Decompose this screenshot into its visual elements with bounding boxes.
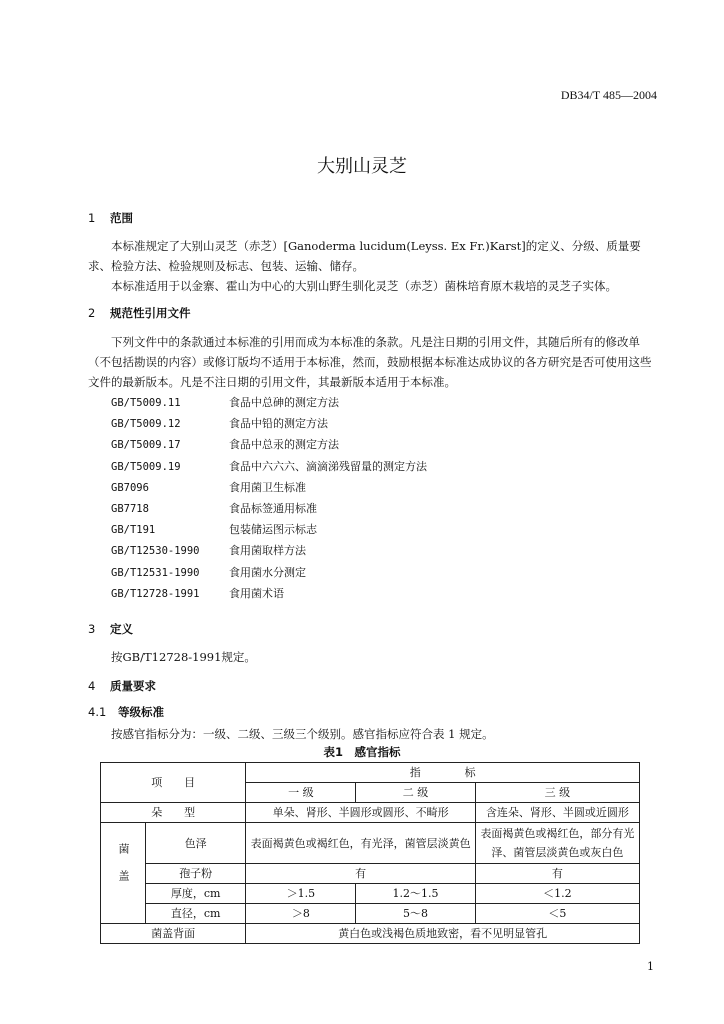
cell-thickness-g2: 1.2～1.5 xyxy=(356,884,476,904)
reference-code: GB/T5009.17 xyxy=(111,439,181,452)
table-row xyxy=(101,763,640,783)
header-grade-2: 二 级 xyxy=(356,783,476,803)
reference-code: GB/T12531-1990 xyxy=(111,566,200,579)
cell-diameter-g2: 5～8 xyxy=(356,904,476,924)
table-row xyxy=(101,924,640,944)
reference-code: GB/T5009.11 xyxy=(111,397,181,409)
cell-color-g3: 表面褐黄色或褐红色，部分有光泽、菌管层淡黄色或灰白色 xyxy=(475,823,639,864)
sensory-index-table xyxy=(100,762,640,944)
cell-shape-g12: 单朵、肾形、半圆形或圆形、不畸形 xyxy=(246,803,475,823)
cell-spore-g3: 有 xyxy=(475,864,639,884)
page-number: 1 xyxy=(647,960,654,973)
section-3-heading xyxy=(88,621,133,637)
header-index: 指 标 xyxy=(246,763,640,783)
cell-diameter-g3: ＜5 xyxy=(475,904,639,924)
table-row xyxy=(101,823,640,864)
reference-item xyxy=(111,478,306,498)
section-title: 质量要求 xyxy=(110,679,156,693)
group-label-cap-text: 菌盖 xyxy=(117,842,130,897)
section-number: 3 xyxy=(88,622,96,636)
cell-diameter-g1: ＞8 xyxy=(246,904,356,924)
table-row xyxy=(101,904,640,924)
reference-name: 食品中总汞的测定方法 xyxy=(229,438,339,452)
section-number: 2 xyxy=(88,306,96,320)
section-title: 规范性引用文件 xyxy=(110,306,191,320)
reference-name: 食品中六六六、滴滴涕残留量的测定方法 xyxy=(229,459,427,473)
reference-item xyxy=(111,435,339,455)
table-row xyxy=(101,803,640,823)
definition-paragraph: 按GB/T12728-1991规定。 xyxy=(111,650,256,664)
reference-name: 食品中铅的测定方法 xyxy=(229,417,328,431)
table-caption: 表1 感官指标 xyxy=(323,745,401,759)
reference-item xyxy=(111,414,328,434)
row-label-cap-back: 菌盖背面 xyxy=(101,924,246,944)
header-item: 项 目 xyxy=(101,763,246,803)
reference-name: 食用菌水分测定 xyxy=(229,565,306,579)
scope-paragraph-2: 本标准适用于以金寨、霍山为中心的大别山野生驯化灵芝（赤芝）菌株培育原木栽培的灵芝子实体。 xyxy=(111,279,617,293)
reference-code: GB/T12530-1990 xyxy=(111,545,200,558)
references-paragraph: 下列文件中的条款通过本标准的引用而成为本标准的条款。凡是注日期的引用文件，其随后所有的修改单（不包括勘误的内容）或修订版均不适用于本标准，然而，鼓励根据本标准达成协议的各方研究是否可使用这些文件的最新版本。凡是不注日期的引用文件，其最新版本适用于本标准。 xyxy=(88,335,652,389)
standard-code: DB34/T 485—2004 xyxy=(560,88,657,102)
document-title: 大别山灵芝 xyxy=(317,156,407,177)
section-4-1-heading xyxy=(88,704,164,720)
cell-cap-back-all: 黄白色或浅褐色质地致密，看不见明显管孔 xyxy=(246,924,640,944)
section-number: 4.1 xyxy=(88,705,107,719)
table-row xyxy=(101,864,640,884)
row-label-shape: 朵 型 xyxy=(101,803,246,823)
reference-code: GB/T191 xyxy=(111,524,156,537)
row-label-diameter: 直径，cm xyxy=(146,904,246,924)
section-4-heading xyxy=(88,678,156,694)
cell-shape-g3: 含连朵、肾形、半圆或近圆形 xyxy=(475,803,639,823)
section-title: 等级标准 xyxy=(118,705,164,719)
header-grade-3: 三 级 xyxy=(475,783,639,803)
reference-code: GB7096 xyxy=(111,481,149,494)
reference-name: 食用菌卫生标准 xyxy=(229,480,306,494)
reference-name: 食用菌取样方法 xyxy=(229,544,306,558)
cell-color-g12: 表面褐黄色或褐红色，有光泽，菌管层淡黄色 xyxy=(246,823,475,864)
reference-code: GB/T5009.12 xyxy=(111,418,181,431)
row-label-spore: 孢子粉 xyxy=(146,864,246,884)
section-number: 1 xyxy=(88,211,96,225)
reference-item xyxy=(111,563,306,583)
reference-item xyxy=(111,499,317,519)
reference-name: 食用菌术语 xyxy=(229,586,284,600)
section-title: 定义 xyxy=(110,622,133,636)
reference-item xyxy=(111,457,427,477)
header-grade-1: 一 级 xyxy=(246,783,356,803)
table-row xyxy=(101,884,640,904)
cell-thickness-g1: ＞1.5 xyxy=(246,884,356,904)
reference-item xyxy=(111,520,317,540)
section-number: 4 xyxy=(88,679,96,693)
reference-name: 包装储运图示标志 xyxy=(229,523,317,537)
section-2-heading xyxy=(88,305,191,321)
reference-item xyxy=(111,584,284,604)
scope-paragraph-1: 本标准规定了大别山灵芝（赤芝）[Ganoderma lucidum(Leyss. Ex Fr.)Karst]的定义、分级、质量要求、检验方法、检验规则及标志、包装、运输、储存。 xyxy=(88,239,641,273)
reference-item xyxy=(111,541,306,561)
row-label-color: 色泽 xyxy=(146,823,246,864)
reference-item xyxy=(111,393,339,413)
cell-spore-g12: 有 xyxy=(246,864,475,884)
grading-paragraph: 按感官指标分为：一级、二级、三级三个级别。感官指标应符合表 1 规定。 xyxy=(111,727,494,741)
group-label-cap xyxy=(101,823,146,924)
section-title: 范围 xyxy=(110,211,133,225)
cell-thickness-g3: ＜1.2 xyxy=(475,884,639,904)
reference-code: GB7718 xyxy=(111,503,149,515)
row-label-thickness: 厚度，cm xyxy=(146,884,246,904)
reference-name: 食品标签通用标准 xyxy=(229,502,317,515)
reference-code: GB/T5009.19 xyxy=(111,460,181,473)
reference-code: GB/T12728-1991 xyxy=(111,587,200,600)
section-1-heading xyxy=(88,210,133,226)
reference-name: 食品中总砷的测定方法 xyxy=(229,396,339,409)
